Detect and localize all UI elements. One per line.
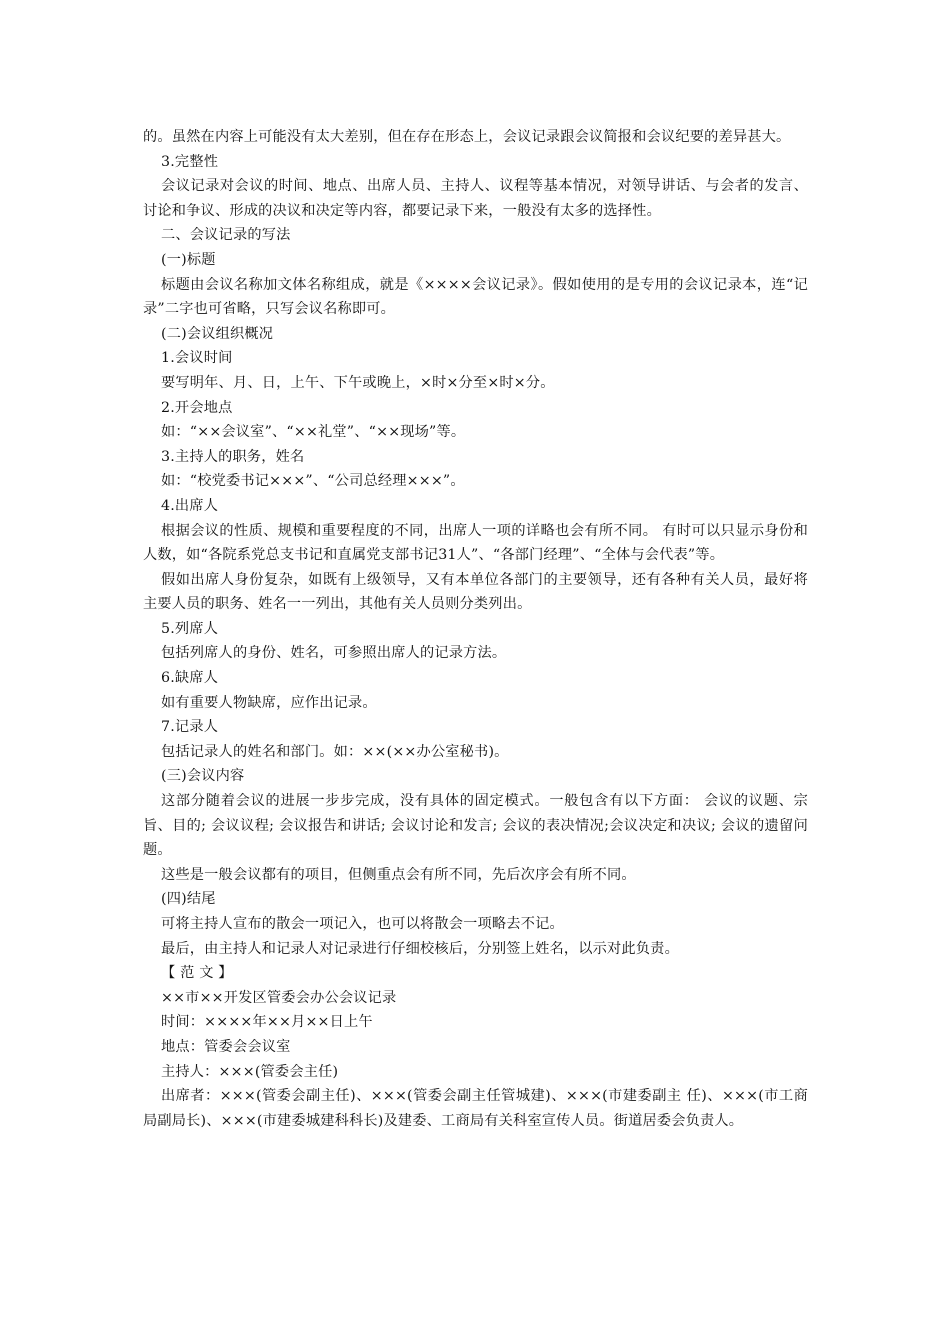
section-heading: 5.列席人 <box>161 620 219 637</box>
section-heading: (四)结尾 <box>161 891 216 908</box>
section-heading: (二)会议组织概况 <box>161 325 274 342</box>
body-paragraph: 最后，由主持人和记录人对记录进行仔细校核后，分别签上姓名，以示对此负责。 <box>161 940 679 957</box>
body-paragraph: 可将主持人宣布的散会一项记入，也可以将散会一项略去不记。 <box>161 916 564 932</box>
section-heading: 二、会议记录的写法 <box>161 227 291 244</box>
body-paragraph: 这些是一般会议都有的项目，但侧重点会有所不同，先后次序会有所不同。 <box>161 866 636 883</box>
body-paragraph: 主持人：×××(管委会主任) <box>161 1063 339 1080</box>
body-paragraph: 假如出席人身份复杂，如既有上级领导，又有本单位各部门的主要领导，还有各种有关人员，最好将主要人员的职务、姓名一一列出，其他有关人员则分类列出。 <box>143 571 808 613</box>
section-heading: 2.开会地点 <box>161 399 233 416</box>
body-paragraph: 出席者：×××(管委会副主任)、×××(管委会副主任管城建)、×××(市建委副主 任)、×××(市工商局副局长)、×××(市建委城建科科长)及建委、工商局有关科室宣传人员。街道居委会负责人。 <box>143 1088 808 1129</box>
section-heading: 3.完整性 <box>161 153 219 170</box>
body-paragraph: 标题由会议名称加文体名称组成，就是《××××会议记录》。假如使用的是专用的会议记录本，连“记录”二字也可省略，只写会议名称即可。 <box>143 276 808 318</box>
body-paragraph: 包括列席人的身份、姓名，可参照出席人的记录方法。 <box>161 645 507 662</box>
section-heading: 【 范 文 】 <box>161 965 233 982</box>
body-paragraph: 如：“校党委书记×××”、“公司总经理×××”。 <box>161 473 465 490</box>
document-body <box>143 125 808 1133</box>
body-paragraph: 时间：××××年××月××日上午 <box>161 1014 373 1031</box>
section-heading: 3.主持人的职务，姓名 <box>161 448 305 465</box>
section-heading: 6.缺席人 <box>161 670 219 687</box>
section-heading: (一)标题 <box>161 251 216 268</box>
section-heading: 7.记录人 <box>161 719 219 736</box>
section-heading: (三)会议内容 <box>161 768 245 785</box>
body-paragraph: 如有重要人物缺席，应作出记录。 <box>161 694 377 711</box>
body-paragraph: ××市××开发区管委会办公会议记录 <box>161 989 397 1006</box>
body-paragraph: 如：“××会议室”、“××礼堂”、“××现场”等。 <box>161 424 466 441</box>
body-paragraph: 要写明年、月、日，上午、下午或晚上，×时×分至×时×分。 <box>161 374 555 391</box>
section-heading: 4.出席人 <box>161 497 219 514</box>
section-heading: 1.会议时间 <box>161 350 233 367</box>
body-paragraph: 地点：管委会会议室 <box>161 1038 291 1055</box>
body-paragraph: 包括记录人的姓名和部门。如：××(××办公室秘书)。 <box>161 743 509 760</box>
body-paragraph: 的。虽然在内容上可能没有太大差别，但在存在形态上，会议记录跟会议简报和会议纪要的差异甚大。 <box>143 129 791 145</box>
body-paragraph: 会议记录对会议的时间、地点、出席人员、主持人、议程等基本情况，对领导讲话、与会者的发言、讨论和争议、形成的决议和决定等内容，都要记录下来，一般没有太多的选择性。 <box>143 178 808 219</box>
body-paragraph: 这部分随着会议的进展一步步完成，没有具体的固定模式。一般包含有以下方面： 会议的议题、宗旨、目的; 会议议程; 会议报告和讲话; 会议讨论和发言; 会议的表决情况;会议决定和决议; 会议的遗留问题。 <box>143 793 808 859</box>
body-paragraph: 根据会议的性质、规模和重要程度的不同，出席人一项的详略也会有所不同。 有时可以只显示身份和人数，如“各院系党总支书记和直属党支部书记31人”、“各部门经理”、“全体与会代表”等。 <box>143 522 808 564</box>
